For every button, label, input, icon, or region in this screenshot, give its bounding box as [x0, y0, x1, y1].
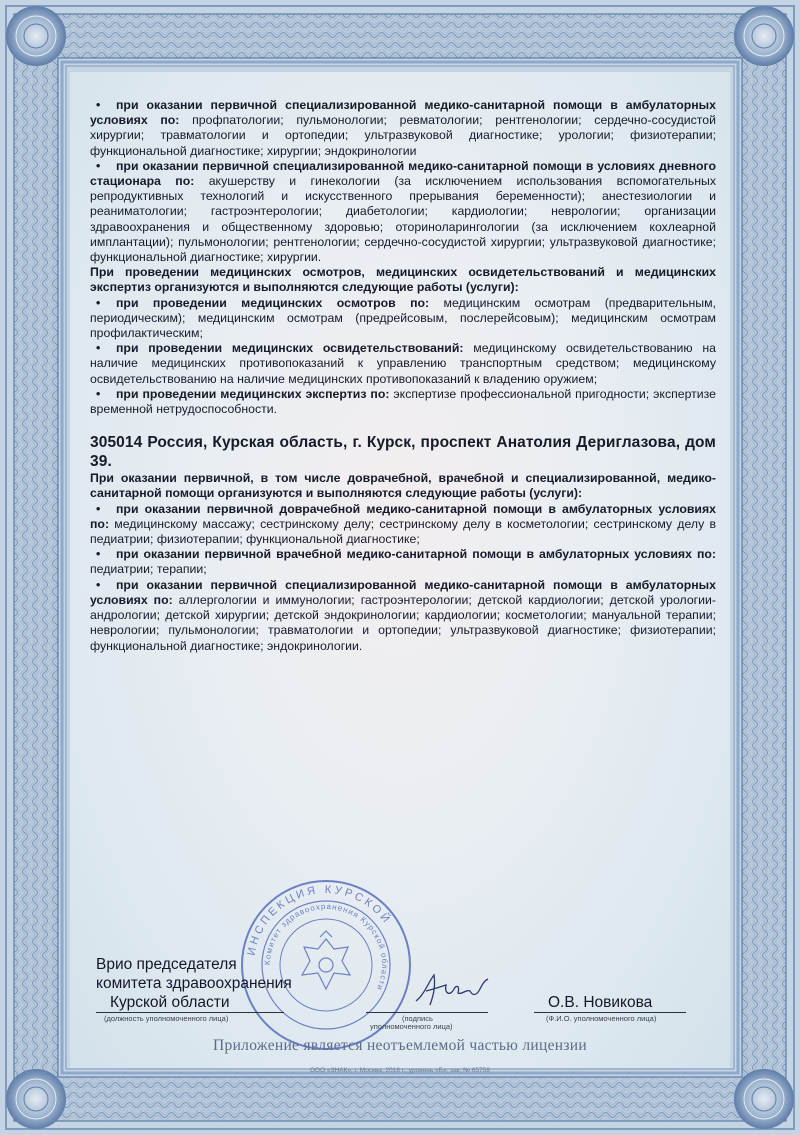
services-text: медицинскому освидетельствованию на наличие медицинских противопоказаний к управлению транспортным средством; медицинскому освидетельствованию на наличие медицинских противопоказаний к владению оружием;: [90, 341, 716, 386]
document-body: [90, 98, 716, 654]
name-caption: (Ф.И.О. уполномоченного лица): [546, 1014, 657, 1023]
corner-rosette: [734, 6, 794, 66]
services-heading: при проведении медицинских экспертиз по:: [116, 386, 390, 401]
services-heading: при оказании первичной врачебной медико-санитарной помощи в амбулаторных условиях по:: [116, 547, 716, 562]
services-heading: при оказании первичной специализированной медико-санитарной помощи в амбулаторных условиях по:: [90, 577, 716, 607]
services-item: [90, 98, 716, 159]
exam-intro: При проведении медицинских осмотров, медицинских освидетельствований и медицинских экспертиз организуются и выполняются следующие работы (услуги):: [90, 265, 716, 295]
services-item: [90, 502, 716, 548]
services-item: [90, 578, 716, 654]
services-item: [90, 159, 716, 265]
services-text: медицинским осмотрам (предварительным, периодическим); медицинским осмотрам (предрейсовым, послерейсовым); медицинским осмотрам профилактическим;: [90, 295, 716, 341]
services-item: [90, 547, 716, 577]
position-line: комитета здравоохранения: [96, 975, 292, 992]
name-underline: [534, 1012, 686, 1013]
position-caption: (должность уполномоченного лица): [104, 1014, 229, 1023]
services-heading: при проведении медицинских освидетельствований:: [116, 341, 464, 356]
services-item: [90, 387, 716, 417]
services-text: экспертизе профессиональной пригодности; экспертизе временной нетрудоспособности.: [90, 386, 717, 417]
position-line: Курской области: [110, 994, 230, 1011]
handwritten-signature: [410, 955, 500, 1015]
services-item: [90, 296, 716, 342]
services-text: профпатологии; пульмонологии; ревматологии; рентгенологии; сердечно-сосудистой хирургии; травматологии и ортопедии; ультразвуковой диагностике; урологии; физиотерапии; функциональной диагностике; хирургии; эндокринологии: [90, 113, 716, 158]
printer-imprint: ООО «ЗНАК», г. Москва, 2018 г., уровень «Б», зак. № 65759: [309, 1067, 490, 1074]
signature-caption: уполномоченного лица): [370, 1022, 453, 1031]
services-heading: при оказании первичной специализированной медико-санитарной помощи в условиях дневного стационара по:: [90, 158, 716, 189]
stamp-outer-text: ИНСПЕКЦИЯ КУРСКОЙ: [245, 883, 394, 957]
care-intro: При оказании первичной, в том числе доврачебной, врачебной и специализированной, медико-санитарной помощи организуются и выполняются следующие работы (услуги):: [90, 471, 716, 501]
address-heading: 305014 Россия, Курская область, г. Курск, проспект Анатолия Дериглазова, дом 39.: [90, 434, 716, 471]
corner-rosette: [734, 1069, 794, 1129]
services-heading: при проведении медицинских осмотров по:: [116, 295, 430, 310]
corner-rosette: [6, 6, 66, 66]
services-heading: при оказании первичной доврачебной медико-санитарной помощи в амбулаторных условиях по:: [90, 501, 716, 531]
footer-note: Приложение является неотъемлемой частью лицензии: [213, 1037, 587, 1054]
signature-caption: (подпись: [402, 1014, 433, 1023]
stamp-inner-text: Комитет здравоохранения Курской области: [262, 901, 390, 993]
signature-block: [96, 956, 706, 1036]
signatory-name: О.В. Новикова: [548, 994, 653, 1011]
services-item: [90, 341, 716, 387]
position-line: Врио председателя: [96, 956, 237, 973]
services-text: медицинскому массажу; сестринскому делу; сестринскому делу в косметологии; сестринскому делу в педиатрии; физиотерапии; функциональной диагностике;: [90, 516, 716, 547]
corner-rosette: [6, 1069, 66, 1129]
position-underline: [96, 1012, 284, 1013]
services-text: акушерству и гинекологии (за исключением использования вспомогательных репродуктивных технологий и искусственного прерывания беременности); анестезиологии и реаниматологии; гастроэнтерологии; диабетологии; кардиологии; неврологии; организации здравоохранения и общественному здоровью; оториноларингологии (за исключением кохлеарной имплантации); пульмонологии; рентгенологии; сердечно-сосудистой хирургии; ультразвуковой диагностике; функциональной диагностике; хирургии.: [90, 174, 716, 265]
services-text: аллергологии и иммунологии; гастроэнтерологии; детской кардиологии; детской урологии-андрологии; детской хирургии; детской эндокринологии; кардиологии; косметологии; мануальной терапии; неврологии; пульмонологии; травматологии и ортопедии; ультразвуковой диагностике; физиотерапии; функциональной диагностике; эндокринологии.: [90, 592, 716, 653]
services-heading: при оказании первичной специализированной медико-санитарной помощи в амбулаторных условиях по:: [90, 98, 716, 128]
services-text: педиатрии; терапии;: [90, 562, 207, 577]
